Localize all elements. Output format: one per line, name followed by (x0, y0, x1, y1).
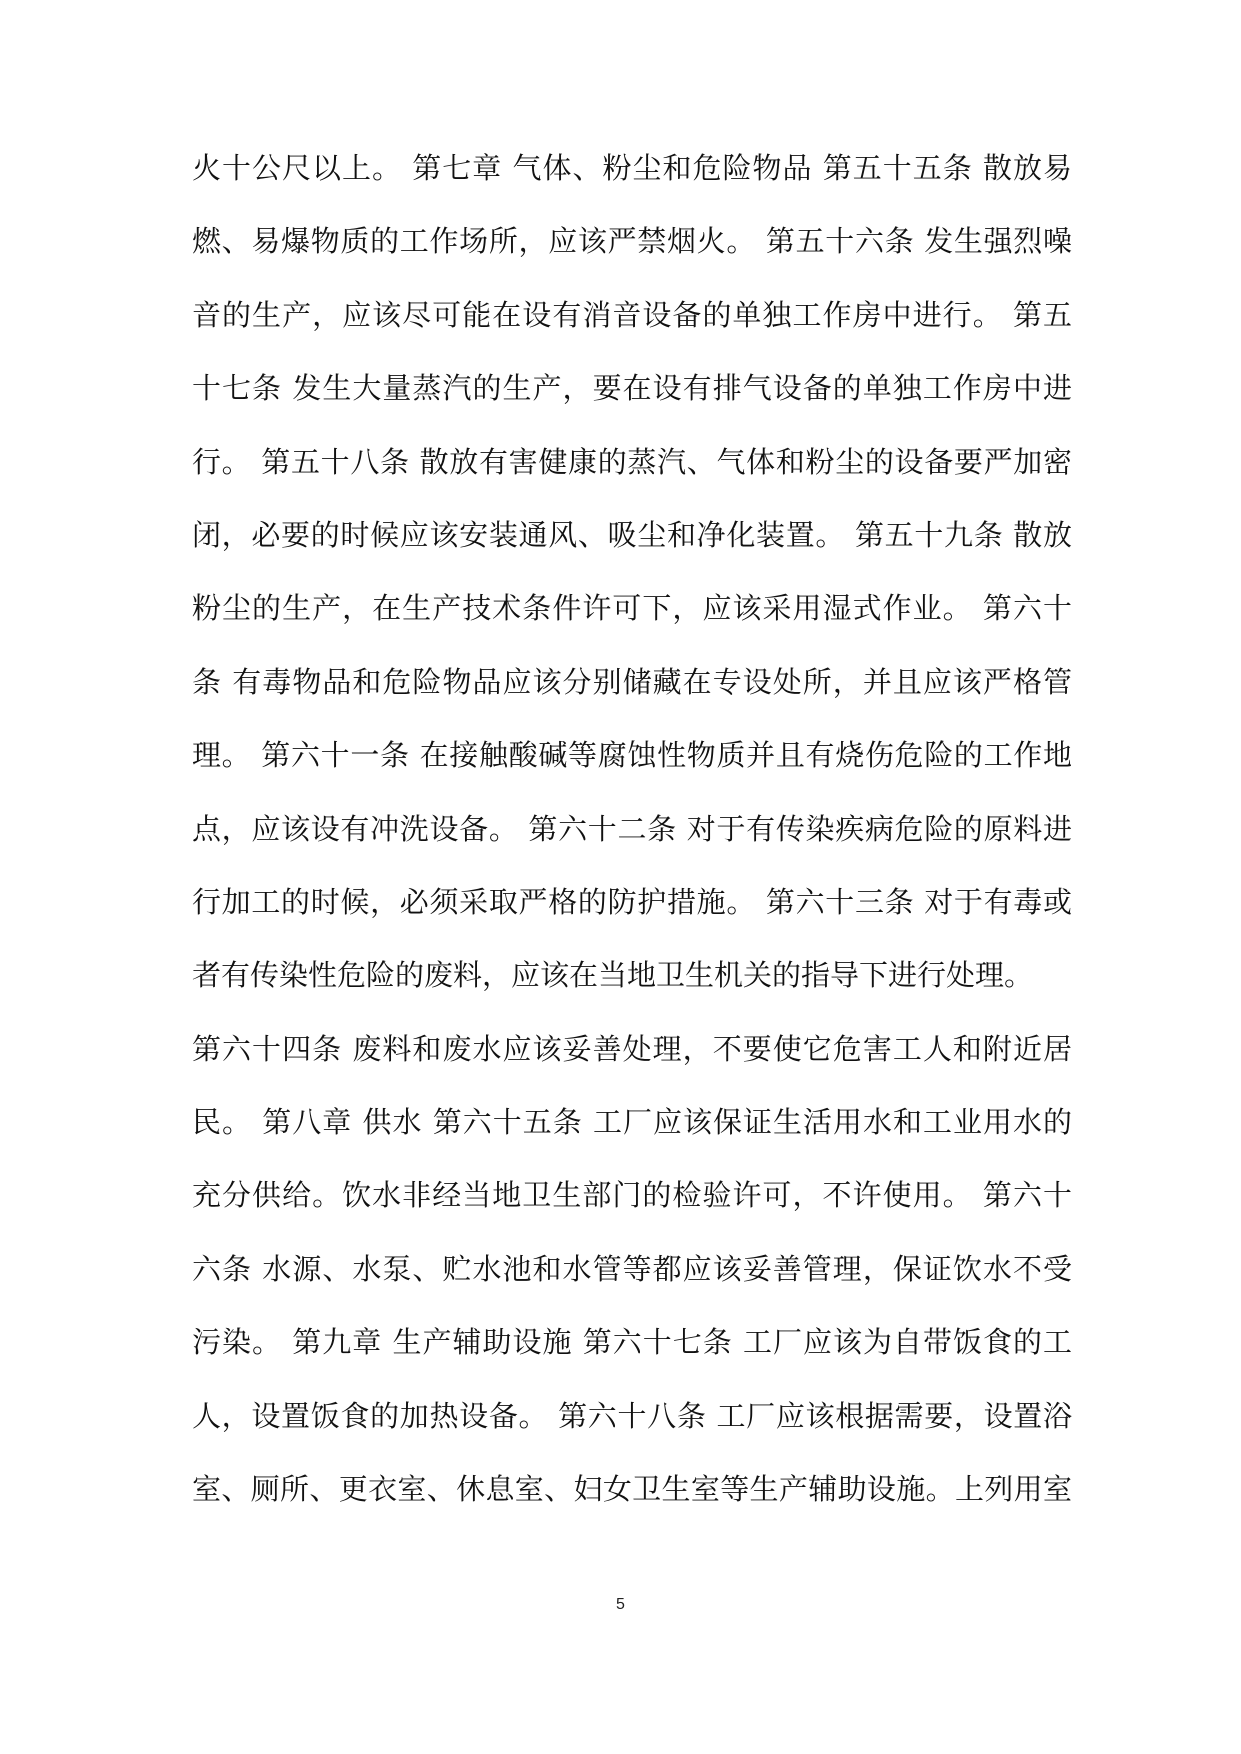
text-line: 粉尘的生产，在生产技术条件许可下，应该采用湿式作业。 第六十 (192, 591, 1072, 626)
body-text (192, 146, 1072, 1540)
text-line: 充分供给。饮水非经当地卫生部门的检验许可，不许使用。 第六十 (192, 1178, 1072, 1213)
text-line: 污染。 第九章 生产辅助设施 第六十七条 工厂应该为自带饭食的工 (192, 1325, 1072, 1360)
text-line: 燃、易爆物质的工作场所，应该严禁烟火。 第五十六条 发生强烈噪 (192, 224, 1072, 259)
text-line: 人，设置饭食的加热设备。 第六十八条 工厂应该根据需要，设置浴 (192, 1398, 1072, 1433)
text-line: 六条 水源、水泵、贮水池和水管等都应该妥善管理，保证饮水不受 (192, 1251, 1072, 1286)
page-number: 5 (616, 1596, 625, 1613)
text-line: 闭，必要的时候应该安装通风、吸尘和净化装置。 第五十九条 散放 (192, 517, 1072, 552)
text-line: 十七条 发生大量蒸汽的生产，要在设有排气设备的单独工作房中进 (192, 371, 1072, 406)
text-line: 条 有毒物品和危险物品应该分别储藏在专设处所，并且应该严格管 (192, 664, 1072, 699)
text-line: 行。 第五十八条 散放有害健康的蒸汽、气体和粉尘的设备要严加密 (192, 444, 1072, 479)
text-line: 点，应该设有冲洗设备。 第六十二条 对于有传染疾病危险的原料进 (192, 811, 1072, 846)
text-line: 行加工的时候，必须采取严格的防护措施。 第六十三条 对于有毒或 (192, 884, 1072, 919)
text-line: 第六十四条 废料和废水应该妥善处理，不要使它危害工人和附近居 (192, 1031, 1072, 1066)
text-line: 音的生产，应该尽可能在设有消音设备的单独工作房中进行。 第五 (192, 297, 1072, 332)
text-line: 火十公尺以上。 第七章 气体、粉尘和危险物品 第五十五条 散放易 (192, 151, 1072, 185)
text-line: 室、厕所、更衣室、休息室、妇女卫生室等生产辅助设施。上列用室 (192, 1472, 1072, 1507)
text-line: 民。 第八章 供水 第六十五条 工厂应该保证生活用水和工业用水的 (192, 1105, 1072, 1140)
text-line: 者有传染性危险的废料，应该在当地卫生机关的指导下进行处理。 (192, 958, 1034, 993)
text-line: 理。 第六十一条 在接触酸碱等腐蚀性物质并且有烧伤危险的工作地 (192, 738, 1072, 773)
